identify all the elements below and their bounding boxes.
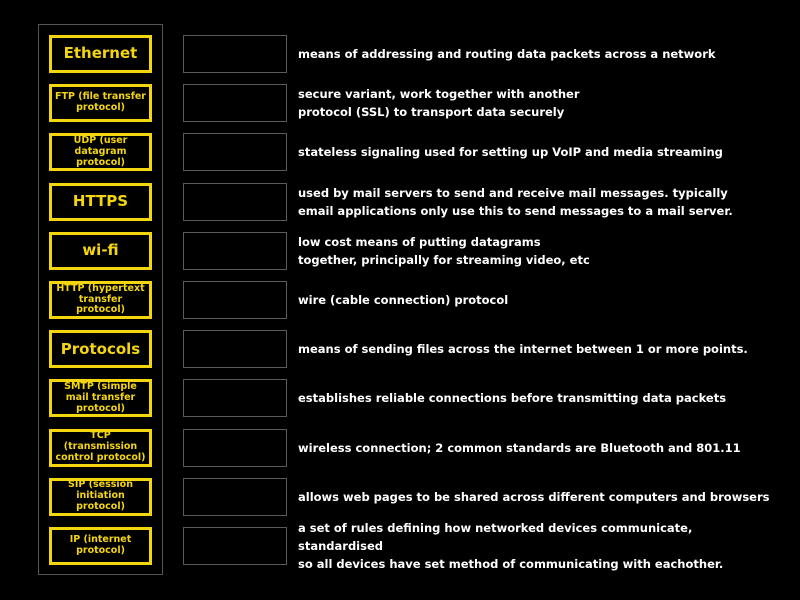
term-tile-https[interactable]: HTTPS xyxy=(49,183,152,221)
drop-slot[interactable] xyxy=(183,429,287,467)
description-text: used by mail servers to send and receive mail messages. typically email applications only use this to send messages to a mail server. xyxy=(298,185,733,218)
drop-slot[interactable] xyxy=(183,330,287,368)
term-tile-tcp[interactable]: TCP (transmission control protocol) xyxy=(49,429,152,467)
drop-slot[interactable] xyxy=(183,35,287,73)
term-tile-udp[interactable]: UDP (user datagram protocol) xyxy=(49,133,152,171)
term-palette xyxy=(38,24,163,575)
drop-slot[interactable] xyxy=(183,478,287,516)
drop-slot[interactable] xyxy=(183,379,287,417)
description-text: low cost means of putting datagrams together, principally for streaming video, etc xyxy=(298,234,590,267)
drop-slot[interactable] xyxy=(183,84,287,122)
description-text: a set of rules defining how networked devices communicate, standardised so all devices have set method of communicating with eachother. xyxy=(298,521,724,571)
description-text: wire (cable connection) protocol xyxy=(298,293,509,307)
description-text: means of addressing and routing data packets across a network xyxy=(298,47,716,61)
term-tile-smtp[interactable]: SMTP (simple mail transfer protocol) xyxy=(49,379,152,417)
description-text: allows web pages to be shared across different computers and browsers xyxy=(298,489,770,504)
term-tile-protocols[interactable]: Protocols xyxy=(49,330,152,368)
drop-slot[interactable] xyxy=(183,527,287,565)
description-text: establishes reliable connections before transmitting data packets xyxy=(298,391,727,406)
term-tile-ethernet[interactable]: Ethernet xyxy=(49,35,152,73)
description-text: means of sending files across the internet between 1 or more points. xyxy=(298,342,748,357)
term-tile-http[interactable]: HTTP (hypertext transfer protocol) xyxy=(49,281,152,319)
term-tile-sip[interactable]: SIP (session initiation protocol) xyxy=(49,478,152,516)
term-tile-ftp[interactable]: FTP (file transfer protocol) xyxy=(49,84,152,122)
drop-slot[interactable] xyxy=(183,133,287,171)
description-text: stateless signaling used for setting up VoIP and media streaming xyxy=(298,145,723,160)
description-text: wireless connection; 2 common standards are Bluetooth and 801.11 xyxy=(298,440,741,455)
drop-slot[interactable] xyxy=(183,183,287,221)
drop-slot[interactable] xyxy=(183,232,287,270)
term-tile-ip[interactable]: IP (internet protocol) xyxy=(49,527,152,565)
term-tile-wifi[interactable]: wi-fi xyxy=(49,232,152,270)
description-text: secure variant, work together with another protocol (SSL) to transport data securely xyxy=(298,87,580,120)
drop-slot[interactable] xyxy=(183,281,287,319)
